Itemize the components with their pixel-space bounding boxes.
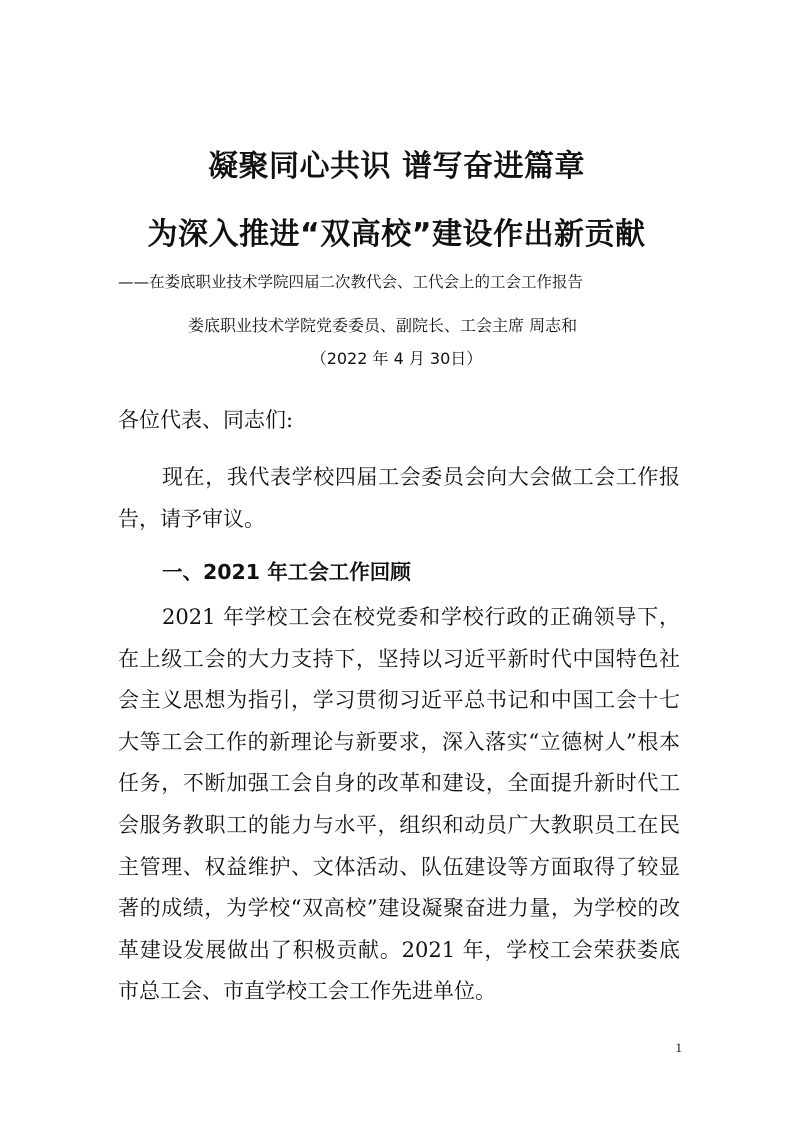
report-title-line-2: 为深入推进“双高校”建设作出新贡献 bbox=[147, 217, 646, 252]
salutation: 各位代表、同志们: bbox=[118, 408, 294, 432]
review-paragraph: 2021 年学校工会在校党委和学校行政的正确领导下，在上级工会的大力支持下，坚持以习近平新时代中国特色社会主义思想为指引，学习贯彻习近平总书记和中国工会十七大等工会工作的新理论与新要求，深入落实“立德树人”根本任务，不断加强工会自身的改革和建设，全面提升新时代工会服务教职工的能力与水平，组织和动员广大教职员工在民主管理、权益维护、文体活动、队伍建设等方面取得了较显著的成绩，为学校“双高校”建设凝聚奋进力量，为学校的改革建设发展做出了积极贡献。2021 年，学校工会荣获娄底市总工会、市直学校工会工作先进单位。 bbox=[118, 605, 680, 1004]
report-author: 娄底职业技术学院党委委员、副院长、工会主席 周志和 bbox=[188, 316, 578, 335]
report-date: （2022 年 4 月 30日） bbox=[310, 349, 483, 368]
report-subtitle: ——在娄底职业技术学院四届二次教代会、工代会上的工会工作报告 bbox=[118, 273, 584, 291]
section-heading: 一、2021 年工会工作回顾 bbox=[162, 560, 411, 584]
intro-paragraph: 现在，我代表学校四届工会委员会向大会做工会工作报告，请予审议。 bbox=[118, 465, 680, 531]
page-number: 1 bbox=[675, 1040, 682, 1055]
report-title-line-1: 凝聚同心共识 谱写奋进篇章 bbox=[208, 149, 585, 184]
